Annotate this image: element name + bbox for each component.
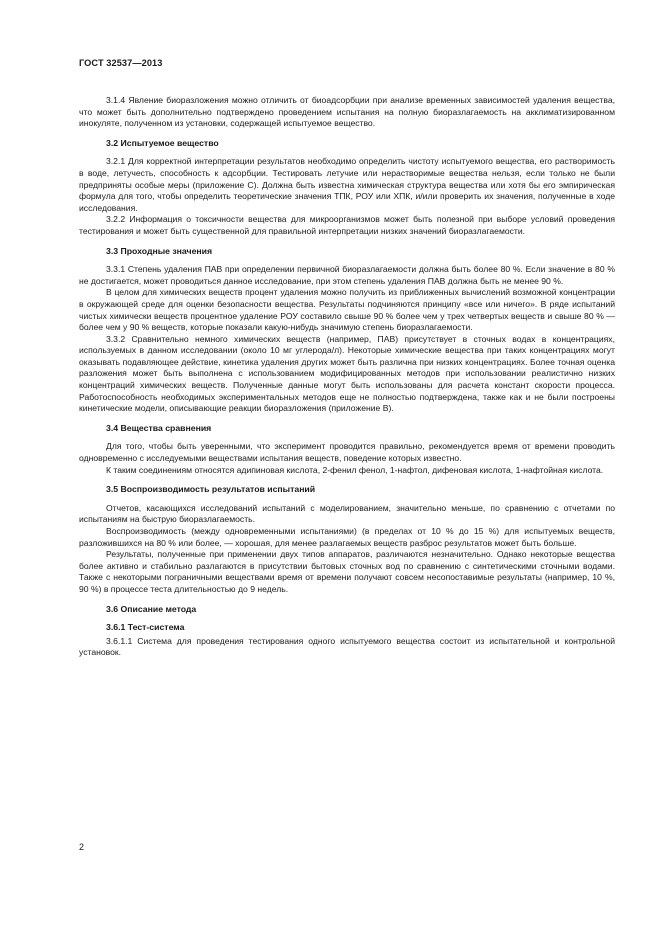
section-heading-3-6: 3.6 Описание метода bbox=[106, 603, 197, 614]
paragraph-3-5-c: Результаты, полученные при применении двух типов аппаратов, различаются незначительно. Однако некоторые вещества более активно и стабильно разлагаются в присутствии бытовых сточных вод по сравнению с синтетическими сточными водами. Также с некоторыми пограничными веществами время от времени получают совсем несопоставимые результаты (например, 10 %, 90 %) в процессе теста длительностью до 9 недель. bbox=[79, 549, 615, 594]
paragraph-3-6-1-1: 3.6.1.1 Система для проведения тестирования одного испытуемого вещества состоит из испытательной и контрольной установок. bbox=[79, 635, 615, 658]
paragraph-3-3-2: 3.3.2 Сравнительно немного химических веществ (например, ПАВ) присутствует в сточных водах в концентрациях, используемых в данном исследовании (около 10 мг углерода/л). Некоторые химические вещества при таких концентрациях могут оказывать подавляющее действие, кинетика удаления других может быть различна при низких концентрациях. Более точная оценка разложения может быть выполнена с использованием модифицированных методов при использовании реалистично низких концентраций химических веществ. Полученные данные могут быть использованы для расчета констант скорости процесса. Работоспособность необходимых экспериментальных методов еще не полностью подтверждена, также как и не были построены кинетические модели, описывающие реакции биоразложения (приложение В). bbox=[79, 333, 615, 414]
section-heading-3-5: 3.5 Воспроизводимость результатов испытаний bbox=[106, 484, 316, 495]
section-heading-3-3: 3.3 Проходные значения bbox=[106, 245, 213, 256]
paragraph-3-4-b: К таким соединениям относятся адипиновая кислота, 2-фенил фенол, 1-нафтол, дифеновая кислота, 1-нафтойная кислота. bbox=[106, 464, 604, 475]
subsection-heading-3-6-1: 3.6.1 Тест-система bbox=[106, 622, 185, 633]
page-number: 2 bbox=[79, 842, 85, 852]
section-heading-3-2: 3.2 Испытуемое вещество bbox=[106, 137, 219, 148]
paragraph-3-5-b: Воспроизводимость (между одновременными испытаниями) (в пределах от 10 % до 15 %) для испытуемых веществ, разложившихся на 80 % или более, — хорошая, для менее разлагаемых веществ разброс результатов может быть больше. bbox=[79, 526, 615, 548]
paragraph-3-3-1-cont: В целом для химических веществ процент удаления можно получить из приближенных вычислений возможной концентрации в окружающей среде для оценки безопасности вещества. Результаты подчиняются принципу «все или ничего». В ряде испытаний чистых химически веществ процентное удаление РОУ составило свыше 90 % более чем у трех четвертых веществ и свыше 80 % — более чем у 90 % веществ, которые показали какую-нибудь значимую степень биоразлагаемости. bbox=[79, 287, 615, 333]
section-heading-3-4: 3.4 Вещества сравнения bbox=[106, 422, 212, 433]
paragraph-3-2-2: 3.2.2 Информация о токсичности вещества для микроорганизмов может быть полезной при выборе условий проведения тестирования и может быть существенной для правильной интерпретации низких значений биоразлагаемости. bbox=[79, 214, 615, 236]
paragraph-3-3-1: 3.3.1 Степень удаления ПАВ при определении первичной биоразлагаемости должна быть более 80 %. Если значение в 80 % не достигается, может проводиться данное исследование, при этом степень удаления ПАВ должна быть не менее 90 %. bbox=[79, 264, 615, 286]
paragraph-3-2-1: 3.2.1 Для корректной интерпретации результатов необходимо определить чистоту испытуемого вещества, его растворимость в воде, летучесть, способность к адсорбции. Тестировать летучие или нерастворимые вещества нельзя, если только не были предприняты особые меры (приложение С). Должна быть известна химическая структура вещества или хотя бы его эмпирическая формула для того, чтобы определить теоретические значения ТПК, РОУ или ХПК, и/или проверить их значения, полученные в ходе исследования. bbox=[79, 156, 615, 213]
paragraph-3-1-4: 3.1.4 Явление биоразложения можно отличить от биоадсорбции при анализе временных зависимостей удаления вещества, что может быть дополнительно подтверждено проведением испытания на полную биоразлагаемость на акклиматизированном инокуляте, полученном из установки, содержащей испытуемое вещество. bbox=[79, 95, 615, 129]
document-header: ГОСТ 32537—2013 bbox=[79, 58, 163, 68]
paragraph-3-4-a: Для того, чтобы быть уверенными, что эксперимент проводится правильно, рекомендуется время от времени проводить одновременно с исследуемыми веществами испытания веществ, поведение которых известно. bbox=[79, 441, 615, 464]
paragraph-3-5-a: Отчетов, касающихся исследований испытаний с моделированием, значительно меньше, по сравнению с отчетами по испытаниям на быструю биоразлагаемость. bbox=[79, 502, 615, 525]
document-body bbox=[79, 95, 615, 659]
